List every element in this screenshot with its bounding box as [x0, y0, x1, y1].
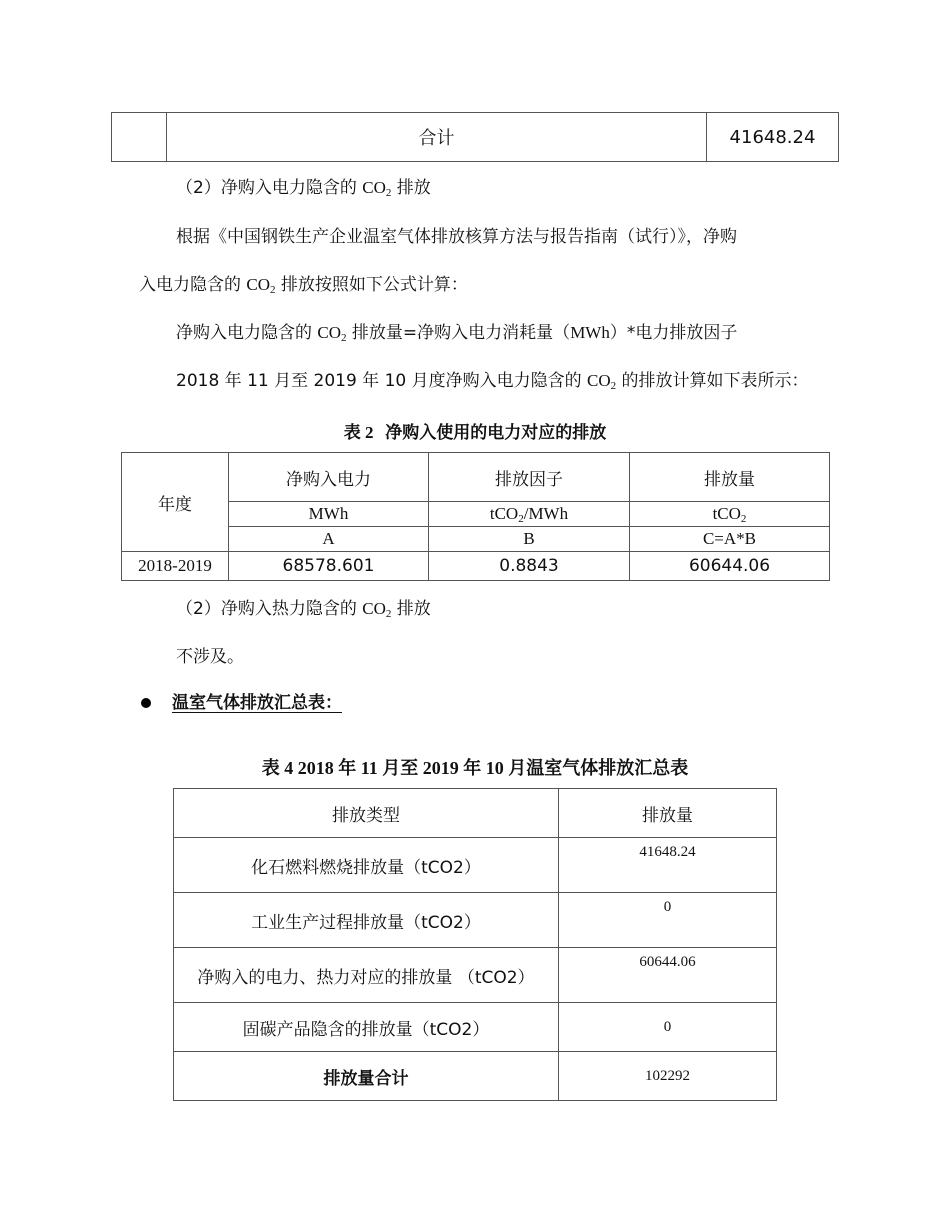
table-row	[174, 948, 777, 1003]
table-row	[174, 1052, 777, 1101]
text: /MWh	[523, 504, 569, 523]
co-text: CO	[362, 178, 386, 197]
co-subscript: 2	[385, 187, 392, 199]
table-row	[122, 502, 830, 527]
row-value: 0	[559, 893, 777, 948]
co-text: CO	[246, 275, 271, 294]
row-value: 41648.24	[559, 838, 777, 893]
col-header-factor: 排放因子	[429, 453, 630, 502]
total-value: 102292	[559, 1052, 777, 1101]
co-text: CO	[317, 323, 342, 342]
table2-caption	[0, 418, 950, 443]
table-row	[122, 552, 830, 581]
co-text: CO	[587, 371, 611, 390]
table-row	[122, 527, 830, 552]
heading-text: 排放	[391, 178, 431, 198]
empty-cell	[112, 113, 167, 162]
section-heading-electricity	[176, 177, 431, 199]
text: 入电力隐含的	[139, 275, 247, 295]
row-label: 工业生产过程排放量（tCO2）	[174, 893, 559, 948]
period-line	[176, 370, 809, 392]
unit-text: MWh	[570, 323, 610, 342]
text: ）*电力排放因子	[609, 323, 738, 343]
formula-line	[176, 322, 737, 344]
co-subscript: 2	[385, 608, 392, 620]
unit-emission	[630, 502, 830, 527]
not-applicable-text: 不涉及。	[176, 647, 244, 667]
text: 净购入电力隐含的	[176, 323, 318, 343]
bullet-icon	[141, 698, 151, 708]
row-value: 60644.06	[559, 948, 777, 1003]
header-amount: 排放量	[559, 789, 777, 838]
paragraph-line: 根据《中国钢铁生产企业温室气体排放核算方法与报告指南（试行）》，净购	[176, 227, 737, 247]
unit-electricity: MWh	[229, 502, 429, 527]
text: tCO	[712, 504, 741, 523]
summary-heading: 温室气体排放汇总表：	[172, 693, 342, 713]
caption-number: 表 2	[343, 423, 374, 442]
emission-summary-table	[173, 788, 777, 1101]
code-c: C=A*B	[630, 527, 830, 552]
year-header: 年度	[122, 453, 229, 552]
heading-text: 排放	[391, 599, 431, 619]
row-label: 固碳产品隐含的排放量（tCO2）	[174, 1003, 559, 1052]
total-label: 排放量合计	[174, 1052, 559, 1101]
co-subscript: 2	[341, 332, 347, 344]
total-value-cell: 41648.24	[707, 113, 839, 162]
row-factor: 0.8843	[429, 552, 630, 581]
row-label: 净购入的电力、热力对应的排放量 （tCO2）	[174, 948, 559, 1003]
col-header-emission: 排放量	[630, 453, 830, 502]
unit-factor	[429, 502, 630, 527]
table-row	[122, 453, 830, 502]
text: 排放量=净购入电力消耗量（	[346, 323, 571, 343]
table-row	[174, 838, 777, 893]
col-header-electricity: 净购入电力	[229, 453, 429, 502]
text: 2018 年 11 月至 2019 年 10 月度净购入电力隐含的	[176, 371, 588, 391]
co-subscript: 2	[270, 284, 276, 296]
row-label: 化石燃料燃烧排放量（tCO2）	[174, 838, 559, 893]
subscript: 2	[740, 513, 747, 525]
table-row	[174, 789, 777, 838]
paragraph-line	[139, 274, 468, 296]
co-subscript: 2	[610, 380, 617, 392]
text: 排放按照如下公式计算：	[275, 275, 468, 295]
text: 的排放计算如下表所示：	[616, 371, 809, 391]
caption-text: 净购入使用的电力对应的排放	[385, 423, 607, 443]
code-b: B	[429, 527, 630, 552]
table4-caption: 表 4 2018 年 11 月至 2019 年 10 月温室气体排放汇总表	[261, 758, 689, 778]
heading-text: （2）净购入电力隐含的	[176, 178, 363, 198]
co-text: CO	[362, 599, 386, 618]
table-row	[112, 113, 839, 162]
row-emission: 60644.06	[630, 552, 830, 581]
total-label-cell: 合计	[167, 113, 707, 162]
code-a: A	[229, 527, 429, 552]
electricity-emission-table	[121, 452, 830, 581]
row-year: 2018-2019	[122, 552, 229, 581]
header-type: 排放类型	[174, 789, 559, 838]
row-electricity: 68578.601	[229, 552, 429, 581]
text: tCO	[489, 504, 519, 523]
row-value: 0	[559, 1003, 777, 1052]
section-heading-heat	[176, 598, 431, 620]
fuel-total-table	[111, 112, 839, 162]
table-row	[174, 893, 777, 948]
subscript: 2	[518, 513, 524, 525]
heading-text: （2）净购入热力隐含的	[176, 599, 363, 619]
table-row	[174, 1003, 777, 1052]
